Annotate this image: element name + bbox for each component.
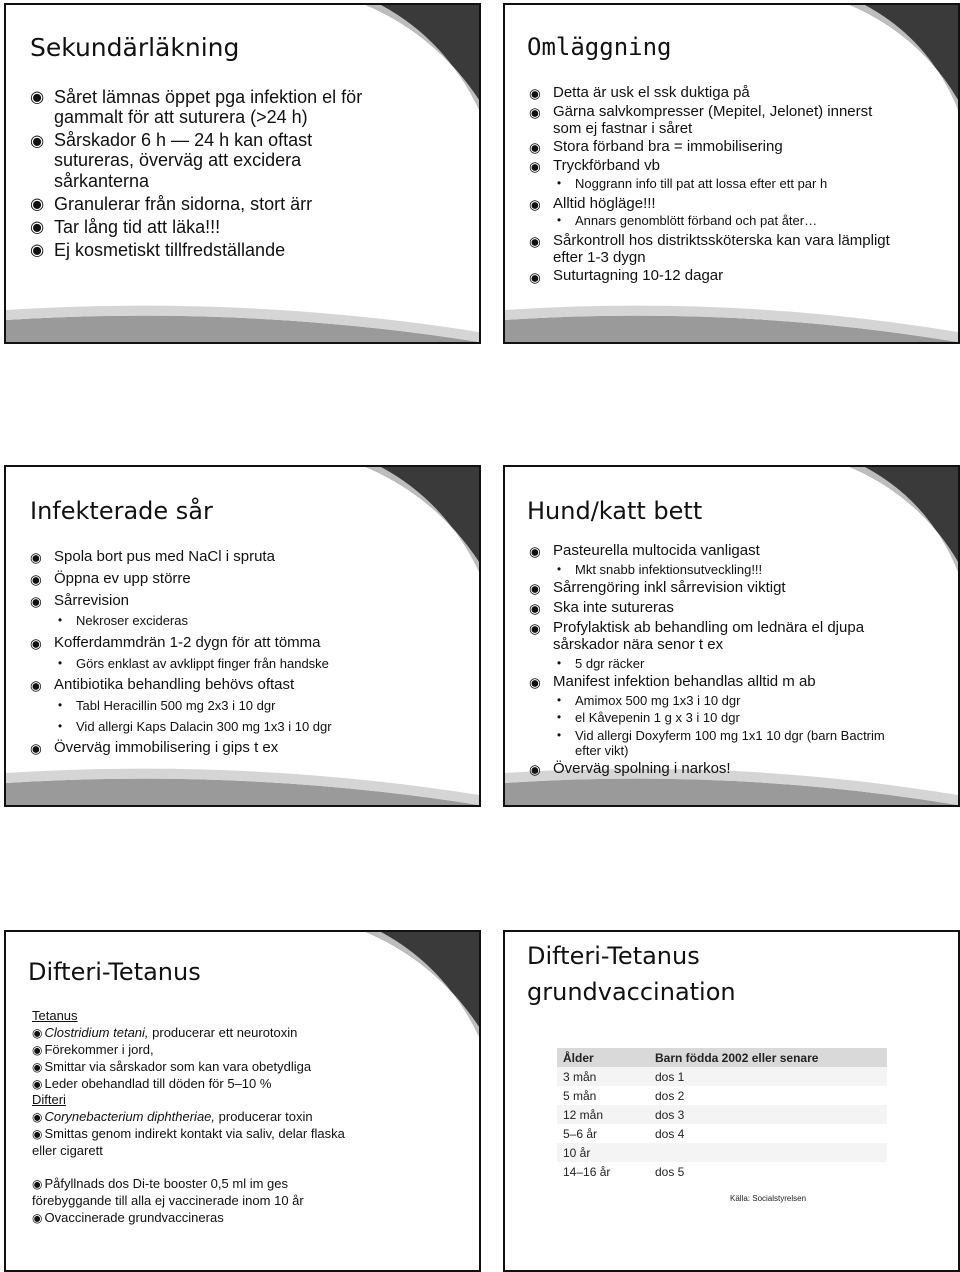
bullet-icon: ◉ bbox=[529, 104, 541, 120]
list-item: ◉ Spola bort pus med NaCl i spruta bbox=[30, 548, 275, 566]
bullet-icon: ◉ bbox=[529, 233, 541, 249]
bullet-icon: ◉ bbox=[30, 131, 45, 150]
slide-title: Difteri-Tetanus bbox=[527, 942, 700, 970]
list-item: ◉ Sårskador 6 h — 24 h kan oftast sutureras, överväg att excidera sårkanterna bbox=[30, 130, 313, 191]
sub-list-item: • 5 dgr räcker bbox=[557, 655, 645, 671]
bullet-icon: • bbox=[58, 656, 63, 670]
sub-list-item: • Görs enklast av avklippt finger från handske bbox=[58, 655, 329, 671]
list-item: ◉ Manifest infektion behandlas alltid m ab bbox=[529, 673, 816, 691]
list-item: ◉ Sårrevision bbox=[30, 591, 130, 609]
slide-title-line2: grundvaccination bbox=[527, 978, 736, 1006]
bullet-icon: ◉ bbox=[32, 1076, 43, 1091]
bullet-icon: ◉ bbox=[529, 621, 541, 637]
sub-list-item: • Annars genomblött förband och pat åter… bbox=[557, 213, 818, 229]
slide-omlaggning bbox=[503, 3, 960, 344]
sub-list-item: • Tabl Heracillin 500 mg 2x3 i 10 dgr bbox=[58, 698, 276, 714]
slide-body bbox=[32, 1008, 362, 1227]
bullet-icon: ◉ bbox=[30, 571, 42, 587]
sub-list-item: • Vid allergi Kaps Dalacin 300 mg 1x3 i 10 dgr bbox=[58, 718, 332, 734]
sub-list-item: • Noggrann info till pat att lossa efter ett par h bbox=[557, 175, 828, 191]
bullet-icon: ◉ bbox=[30, 678, 42, 694]
bullet-icon: ◉ bbox=[529, 140, 541, 156]
list-item: ◉ Stora förband bra = immobilisering bbox=[529, 138, 783, 156]
bullet-icon: ◉ bbox=[30, 218, 45, 237]
list-item: ◉ Clostridium tetani, producerar ett neurotoxin bbox=[32, 1024, 298, 1040]
list-item: ◉ Överväg spolning i narkos! bbox=[529, 760, 731, 778]
table-cell: 5 mån bbox=[563, 1088, 597, 1103]
bullet-icon: ◉ bbox=[30, 195, 45, 214]
list-item: ◉ Kofferdammdrän 1-2 dygn för att tömma bbox=[30, 633, 321, 652]
list-item: ◉ Förekommer i jord, bbox=[32, 1041, 154, 1057]
table-row bbox=[557, 1162, 887, 1181]
slide-grundvaccination bbox=[503, 930, 960, 1272]
bullet-icon: ◉ bbox=[529, 269, 541, 285]
bullet-icon: • bbox=[557, 693, 562, 707]
bullet-icon: ◉ bbox=[32, 1210, 43, 1225]
bullet-list bbox=[30, 549, 410, 762]
slide-title: Difteri-Tetanus bbox=[28, 958, 201, 986]
list-item: ◉ Antibiotika behandling behövs oftast bbox=[30, 676, 295, 694]
list-item: ◉ Alltid högläge!!! bbox=[529, 194, 656, 212]
bullet-icon: • bbox=[557, 214, 562, 228]
list-item: ◉ Tar lång tid att läka!!! bbox=[30, 216, 221, 237]
slide-infekterade-sar bbox=[4, 465, 481, 807]
table-cell: 3 mån bbox=[563, 1069, 597, 1084]
bullet-icon: ◉ bbox=[30, 593, 42, 609]
list-item: ◉ Öppna ev upp större bbox=[30, 569, 191, 587]
list-item: ◉ Granulerar från sidorna, stort ärr bbox=[30, 193, 313, 214]
list-item: ◉ Smittar via sårskador som kan vara obetydliga bbox=[32, 1058, 312, 1074]
bullet-icon: ◉ bbox=[529, 196, 541, 212]
bullet-icon: ◉ bbox=[32, 1025, 43, 1040]
list-item: ◉ Tryckförband vb bbox=[529, 157, 660, 175]
list-item: ◉ Ej kosmetiskt tillfredställande bbox=[30, 240, 286, 261]
table-cell: dos 3 bbox=[655, 1107, 685, 1122]
sub-list-item: • Amimox 500 mg 1x3 i 10 dgr bbox=[557, 692, 741, 708]
bullet-icon: ◉ bbox=[529, 581, 541, 597]
bullet-icon: • bbox=[557, 176, 562, 190]
source-note: Källa: Socialstyrelsen bbox=[730, 1194, 807, 1203]
bullet-icon: ◉ bbox=[30, 241, 45, 260]
sub-list-item: • el Kåvepenin 1 g x 3 i 10 dgr bbox=[557, 710, 740, 726]
bullet-icon: • bbox=[557, 728, 562, 742]
list-item: ◉ Suturtagning 10-12 dagar bbox=[529, 267, 724, 285]
section-heading: Difteri bbox=[32, 1092, 66, 1108]
bullet-icon: ◉ bbox=[529, 601, 541, 617]
column-header: Ålder bbox=[563, 1050, 594, 1065]
table-cell: 14–16 år bbox=[563, 1164, 611, 1179]
table-row bbox=[557, 1086, 887, 1105]
table-cell: 5–6 år bbox=[563, 1126, 598, 1141]
table-cell: dos 1 bbox=[655, 1069, 685, 1084]
table-cell: dos 4 bbox=[655, 1126, 685, 1141]
table-cell: 12 mån bbox=[563, 1107, 604, 1122]
bullet-icon: • bbox=[557, 711, 562, 725]
list-item: ◉ Ska inte sutureras bbox=[529, 599, 674, 617]
list-item: ◉ Detta är usk el ssk duktiga på bbox=[529, 84, 750, 102]
bullet-icon: • bbox=[58, 699, 63, 713]
table-cell bbox=[649, 1143, 887, 1162]
list-item: ◉ Såret lämnas öppet pga infektion el för gammalt för att suturera (>24 h) bbox=[30, 87, 363, 128]
bullet-icon: ◉ bbox=[30, 88, 45, 107]
bullet-list bbox=[529, 543, 899, 781]
slide-sekundarlakning bbox=[4, 3, 481, 344]
table-row bbox=[557, 1067, 887, 1086]
slide-title: Sekundärläkning bbox=[30, 33, 240, 62]
vaccination-table bbox=[557, 1048, 887, 1181]
list-item: ◉ Överväg immobilisering i gips t ex bbox=[30, 739, 279, 757]
list-item: ◉ Påfyllnads dos Di-te booster 0,5 ml im ges förebyggande till alla ej vaccinerade inom 10 år bbox=[32, 1176, 304, 1208]
bullet-icon: ◉ bbox=[32, 1177, 43, 1192]
table-row bbox=[557, 1105, 887, 1124]
bullet-icon: • bbox=[557, 656, 562, 670]
bullet-icon: ◉ bbox=[32, 1042, 43, 1057]
list-item: ◉ Smittas genom indirekt kontakt via saliv, delar flaska eller cigarett bbox=[32, 1126, 345, 1159]
bullet-icon: ◉ bbox=[529, 675, 541, 691]
list-item: ◉ Sårrengöring inkl sårrevision viktigt bbox=[529, 579, 786, 597]
section-heading: Tetanus bbox=[32, 1008, 78, 1023]
bullet-icon: ◉ bbox=[30, 550, 42, 566]
table-row bbox=[557, 1143, 887, 1162]
list-item: ◉ Sårkontroll hos distriktssköterska kan vara lämpligt efter 1-3 dygn bbox=[529, 231, 890, 266]
sub-list-item: • Vid allergi Doxyferm 100 mg 1x1 10 dgr (barn Bactrim efter vikt) bbox=[557, 727, 885, 758]
table-row bbox=[557, 1124, 887, 1143]
bullet-icon: ◉ bbox=[529, 544, 541, 560]
sub-list-item: • Nekroser excideras bbox=[58, 613, 188, 629]
slide-title: Infekterade sår bbox=[30, 497, 213, 525]
table-cell: dos 5 bbox=[655, 1164, 685, 1179]
table-cell: 10 år bbox=[563, 1145, 591, 1160]
bullet-icon: • bbox=[557, 562, 562, 576]
list-item: ◉ Profylaktisk ab behandling om lednära el djupa sårskador nära senor t ex bbox=[529, 618, 865, 653]
sub-list-item: • Mkt snabb infektionsutveckling!!! bbox=[557, 561, 763, 577]
bullet-icon: ◉ bbox=[529, 86, 541, 102]
bullet-icon: ◉ bbox=[529, 762, 541, 778]
slide-title: Omläggning bbox=[527, 33, 672, 61]
table-header-row bbox=[557, 1048, 887, 1067]
bullet-icon: ◉ bbox=[32, 1059, 43, 1074]
list-item: ◉ Ovaccinerade grundvaccineras bbox=[32, 1209, 224, 1225]
bullet-icon: ◉ bbox=[30, 741, 42, 757]
list-item: ◉ Gärna salvkompresser (Mepitel, Jelonet) innerst som ej fastnar i såret bbox=[529, 102, 873, 137]
bullet-icon: • bbox=[58, 614, 63, 628]
bullet-list bbox=[529, 85, 899, 287]
bullet-icon: • bbox=[58, 719, 63, 733]
list-item: ◉ Corynebacterium diphtheriae, producerar toxin bbox=[32, 1109, 313, 1125]
table-cell: dos 2 bbox=[655, 1088, 685, 1103]
bullet-icon: ◉ bbox=[30, 636, 42, 652]
column-header: Barn födda 2002 eller senare bbox=[655, 1050, 819, 1065]
slide-title: Hund/katt bett bbox=[527, 497, 703, 525]
list-item: ◉ Leder obehandlad till döden för 5–10 % bbox=[32, 1075, 272, 1091]
list-item: ◉ Pasteurella multocida vanligast bbox=[529, 542, 760, 560]
slide-hund-katt-bett bbox=[503, 465, 960, 807]
bullet-list bbox=[30, 87, 390, 263]
bullet-icon: ◉ bbox=[32, 1127, 43, 1142]
bullet-icon: ◉ bbox=[529, 159, 541, 175]
bullet-icon: ◉ bbox=[32, 1110, 43, 1125]
